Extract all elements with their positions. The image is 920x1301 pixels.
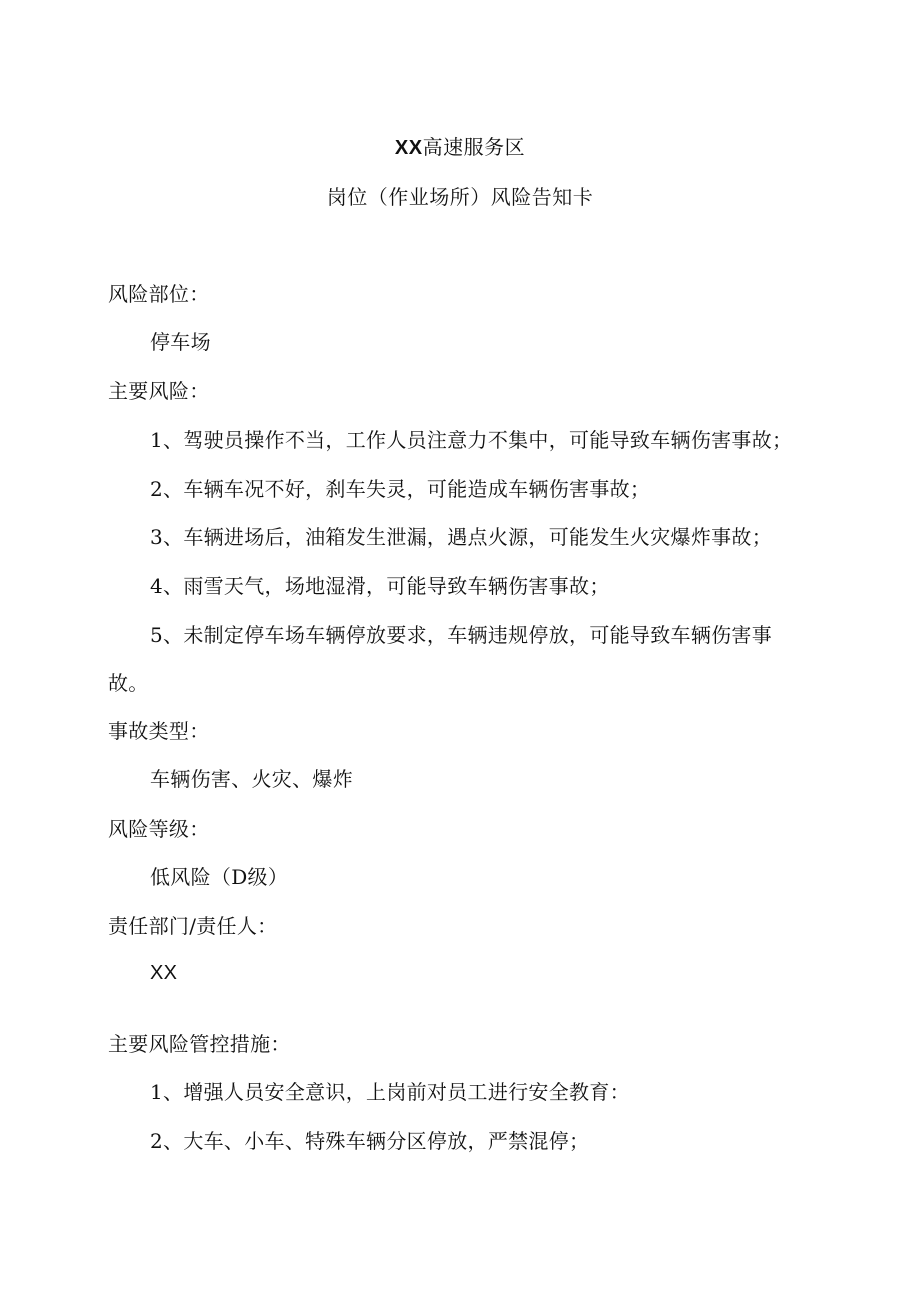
risk-level-heading: 风险等级： bbox=[108, 817, 210, 841]
main-risk-item-2: 2、车辆车况不好，刹车失灵，可能造成车辆伤害事故； bbox=[150, 477, 651, 501]
title-prefix: XX bbox=[394, 137, 423, 159]
responsible-value: XX bbox=[150, 962, 178, 984]
responsible-heading: 责任部门/责任人： bbox=[108, 914, 278, 938]
main-risk-item-5: 5、未制定停车场车辆停放要求，车辆违规停放，可能导致车辆伤害事 bbox=[150, 623, 773, 647]
document-subtitle: 岗位（作业场所）风险告知卡 bbox=[326, 185, 594, 209]
risk-location-value: 停车场 bbox=[150, 330, 211, 354]
accident-type-value: 车辆伤害、火灾、爆炸 bbox=[150, 767, 353, 791]
main-risk-item-3: 3、车辆进场后，油箱发生泄漏，遇点火源，可能发生火灾爆炸事故； bbox=[150, 525, 773, 549]
control-measure-item-1: 1、增强人员安全意识，上岗前对员工进行安全教育： bbox=[150, 1080, 630, 1104]
risk-level-value: 低风险（D级） bbox=[150, 865, 289, 889]
main-risk-item-1: 1、驾驶员操作不当，工作人员注意力不集中，可能导致车辆伤害事故； bbox=[150, 428, 793, 452]
risk-location-heading: 风险部位： bbox=[108, 282, 210, 306]
main-risks-heading: 主要风险： bbox=[108, 379, 210, 403]
title-main: 高速服务区 bbox=[422, 135, 526, 159]
accident-type-heading: 事故类型： bbox=[108, 719, 210, 743]
control-measures-heading: 主要风险管控措施： bbox=[108, 1032, 291, 1056]
document-title bbox=[0, 131, 920, 160]
control-measure-item-2: 2、大车、小车、特殊车辆分区停放，严禁混停； bbox=[150, 1129, 590, 1153]
main-risk-item-5-continuation: 故。 bbox=[108, 671, 149, 695]
main-risk-item-4: 4、雨雪天气，场地湿滑，可能导致车辆伤害事故； bbox=[150, 574, 610, 598]
